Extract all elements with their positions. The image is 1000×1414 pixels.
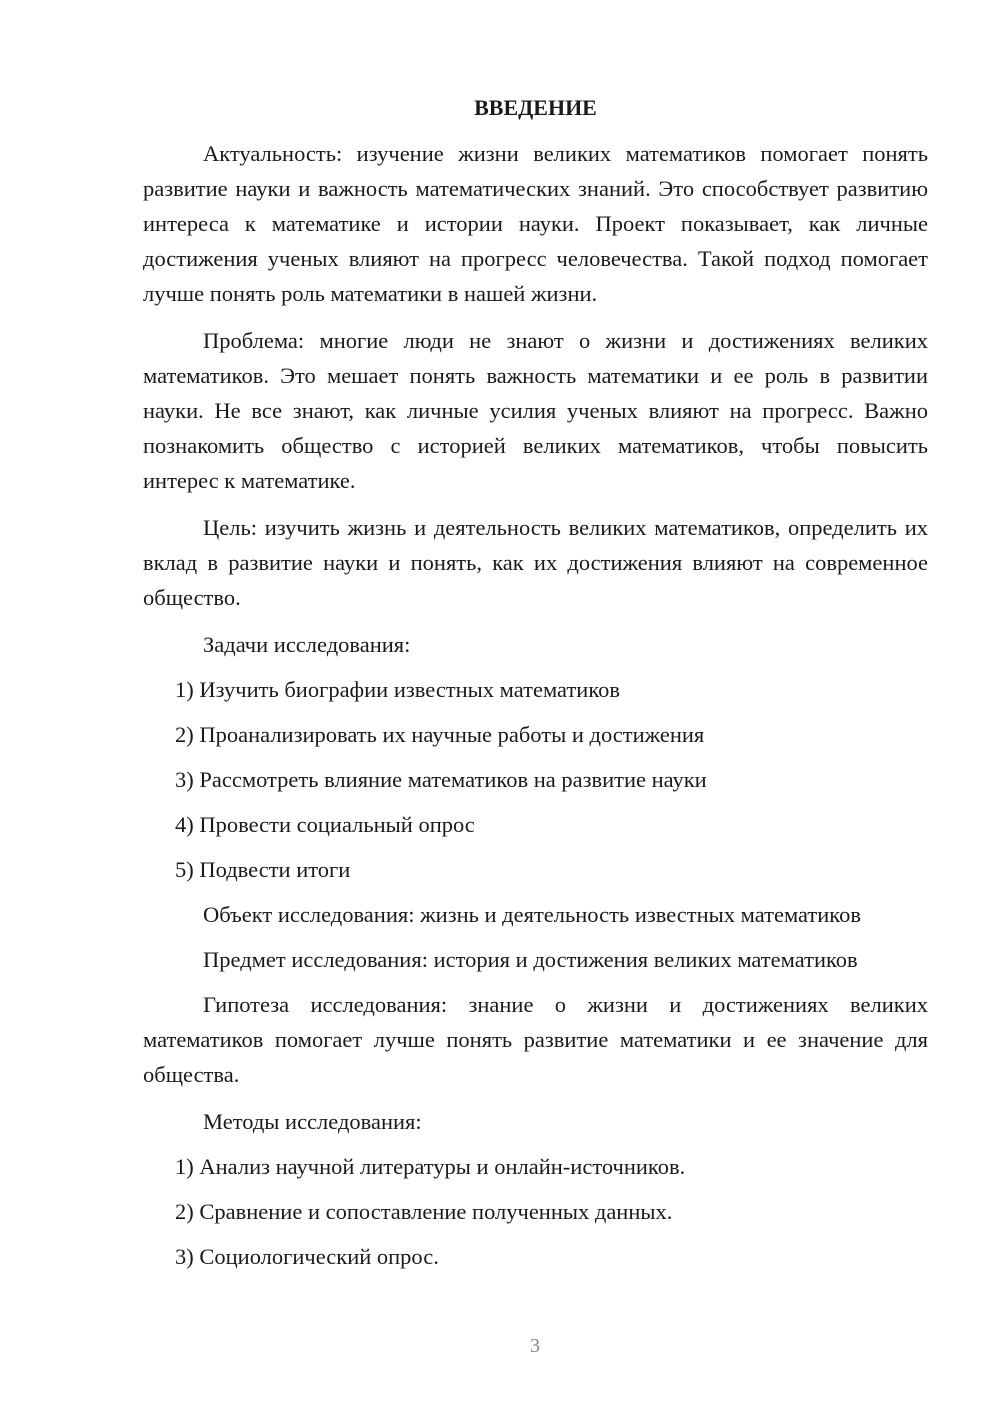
methods-list bbox=[143, 1149, 928, 1274]
goal-paragraph: Цель: изучить жизнь и деятельность великих математиков, определить их вклад в развитие науки и понять, как их достижения влияют на современное общество. bbox=[143, 515, 928, 610]
section-title: ВВЕДЕНИЕ bbox=[474, 95, 597, 120]
list-item: 2) Проанализировать их научные работы и достижения bbox=[175, 722, 705, 747]
methods-heading: Методы исследования: bbox=[203, 1109, 422, 1134]
relevance-paragraph: Актуальность: изучение жизни великих математиков помогает понять развитие науки и важность математических знаний. Это способствует развитию интереса к математике и истории науки. Проект показывает, как личные достижения ученых влияют на прогресс человечества. Такой подход помогает лучше понять роль математики в нашей жизни. bbox=[143, 141, 928, 306]
list-item: 3) Социологический опрос. bbox=[175, 1244, 439, 1269]
list-item: 3) Рассмотреть влияние математиков на развитие науки bbox=[175, 767, 707, 792]
tasks-heading: Задачи исследования: bbox=[203, 632, 411, 657]
list-item: 2) Сравнение и сопоставление полученных данных. bbox=[175, 1199, 673, 1224]
tasks-list bbox=[143, 672, 928, 887]
page-number: 3 bbox=[530, 1335, 540, 1357]
subject-line: Предмет исследования: история и достижения великих математиков bbox=[203, 947, 858, 972]
hypothesis-paragraph: Гипотеза исследования: знание о жизни и достижениях великих математиков помогает лучше понять развитие математики и ее значение для общества. bbox=[143, 992, 928, 1087]
list-item: 1) Анализ научной литературы и онлайн-источников. bbox=[175, 1154, 686, 1179]
document-page bbox=[143, 90, 928, 1284]
problem-paragraph: Проблема: многие люди не знают о жизни и достижениях великих математиков. Это мешает понять важность математики и ее роль в развитии науки. Не все знают, как личные усилия ученых влияют на прогресс. Важно познакомить общество с историей великих математиков, чтобы повысить интерес к математике. bbox=[143, 328, 928, 493]
list-item: 5) Подвести итоги bbox=[175, 857, 351, 882]
list-item: 1) Изучить биографии известных математиков bbox=[175, 677, 621, 702]
object-line: Объект исследования: жизнь и деятельность известных математиков bbox=[203, 902, 861, 927]
list-item: 4) Провести социальный опрос bbox=[175, 812, 475, 837]
